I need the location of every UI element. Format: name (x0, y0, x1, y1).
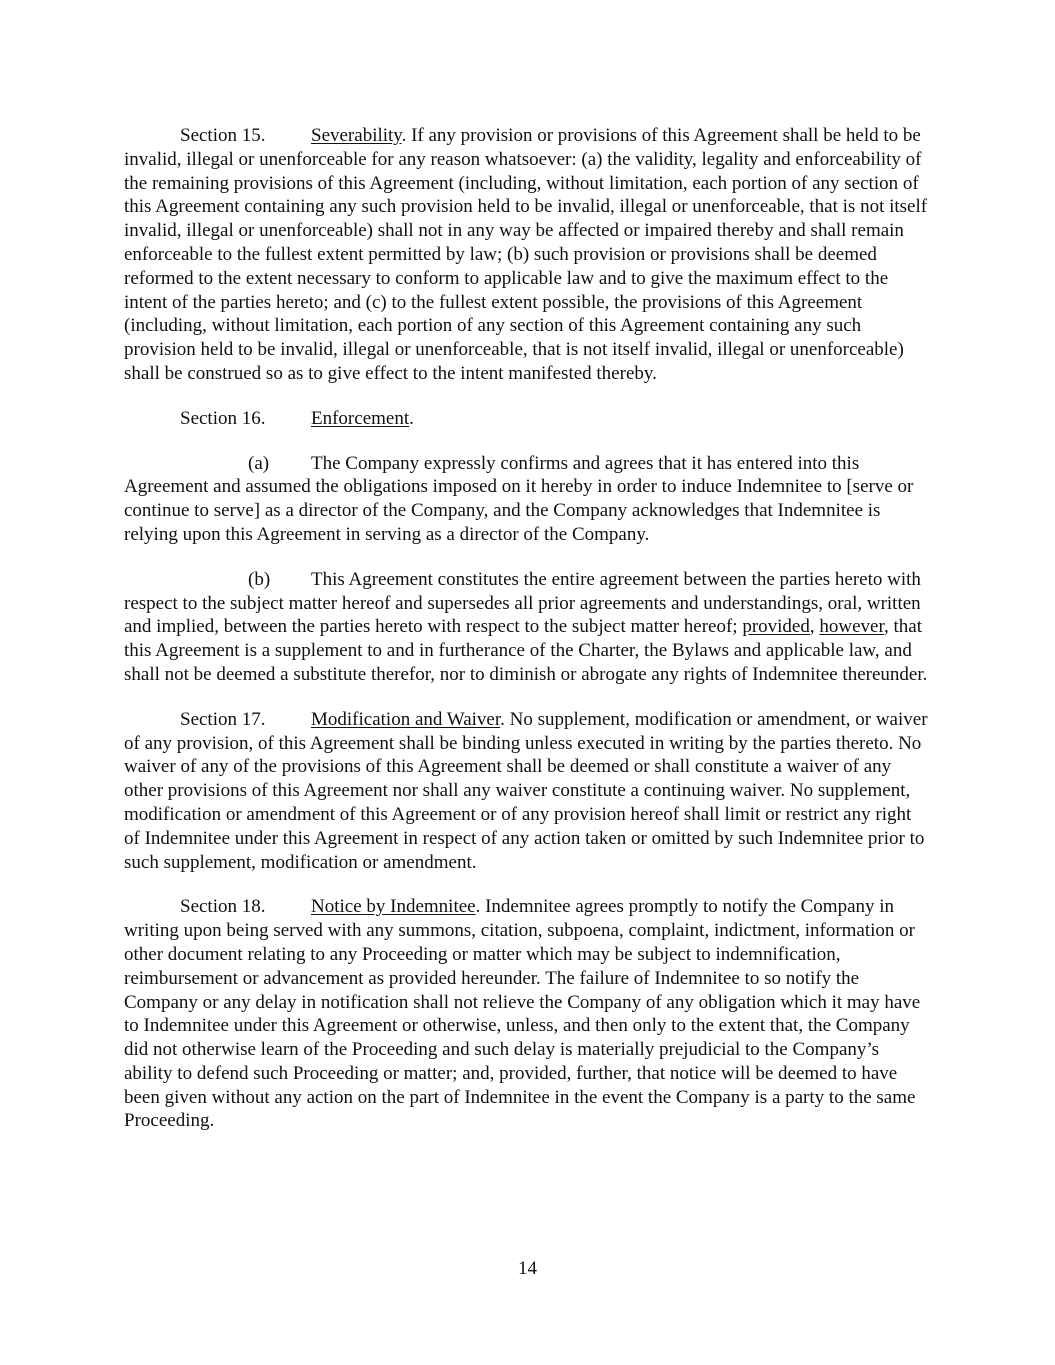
subsection-body-end: , that this Agreement is a supplement to and in furtherance of the Charter, the Bylaws and applicable law, and shall not be deemed a substitute therefor, nor to diminish or abrogate any rights of Indemnitee thereunder. (124, 616, 928, 685)
section-heading: Enforcement (311, 407, 410, 429)
page-number: 14 (518, 1258, 537, 1279)
section-heading: Notice by Indemnitee (311, 896, 476, 918)
document-page (124, 124, 930, 1154)
section-17 (124, 708, 930, 875)
section-heading: Severability (311, 125, 402, 146)
section-body: . If any provision or provisions of this Agreement shall be held to be invalid, illegal or unenforceable for any reason whatsoever: (a) the validity, legality and enforceability of the remaining provisions of this Agreement (including, without limitation, each portion of any section of this Agreement containing any such provision held to be invalid, illegal or unenforceable, that is not itself invalid, illegal or unenforceable) shall not in any way be affected or impaired thereby and shall remain enforceable to the fullest extent permitted by law; (b) such provision or provisions shall be deemed reformed to the extent necessary to conform to applicable law and to give the maximum effect to the intent of the parties hereto; and (c) to the fullest extent possible, the provisions of this Agreement (including, without limitation, each portion of any section of this Agreement containing any such provision held to be invalid, illegal or unenforceable, that is not itself invalid, illegal or unenforceable) shall be construed so as to give effect to the intent manifested thereby. (124, 125, 928, 384)
section-number: Section 16. (180, 407, 266, 429)
section-18 (124, 895, 930, 1133)
section-16 (124, 407, 930, 431)
section-number: Section 17. (180, 708, 266, 730)
subsection-label: (a) (248, 452, 270, 474)
separator: , (809, 616, 820, 638)
section-16-b (124, 568, 930, 687)
subsection-body: The Company expressly confirms and agrees that it has entered into this Agreement and assumed the obligations imposed on it hereby in order to induce Indemnitee to [serve or continue to serve] as a director of the Company, and the Company acknowledges that Indemnitee is relying upon this Agreement in serving as a director of the Company. (124, 452, 914, 545)
subsection-label: (b) (248, 568, 271, 590)
section-number: Section 18. (180, 896, 266, 918)
section-body: . No supplement, modification or amendment, or waiver of any provision, of this Agreement shall be binding unless executed in writing by the parties thereto. No waiver of any of the provisions of this Agreement shall be deemed or shall constitute a waiver of any other provisions of this Agreement nor shall any waiver constitute a continuing waiver. No supplement, modification or amendment of this Agreement or of any provision hereof shall limit or restrict any right of Indemnitee under this Agreement in respect of any action taken or omitted by such Indemnitee prior to such supplement, modification or amendment. (124, 708, 928, 873)
section-heading: Modification and Waiver (311, 708, 501, 730)
section-body: . Indemnitee agrees promptly to notify the Company in writing upon being served with any summons, citation, subpoena, complaint, indictment, information or other document relating to any Proceeding or matter which may be subject to indemnification, reimbursement or advancement as provided hereunder. The failure of Indemnitee to so notify the Company or any delay in notification shall not relieve the Company of any obligation which it may have to Indemnitee under this Agreement or otherwise, unless, and then only to the extent that, the Company did not otherwise learn of the Proceeding and such delay is materially prejudicial to the Company’s ability to defend such Proceeding or matter; and, provided, further, that notice will be deemed to have been given without any action on the part of Indemnitee in the event the Company is a party to the same Proceeding. (124, 896, 921, 1132)
however-term: however (819, 616, 885, 638)
provided-term: provided (742, 616, 810, 638)
subsection-body-start: This Agreement constitutes the entire agreement between the parties hereto with respect to the subject matter hereof and supersedes all prior agreements and understandings, oral, written and implied, between the parties hereto with respect to the subject matter hereof; (124, 568, 921, 638)
section-15 (124, 124, 930, 386)
section-heading-period: . (409, 407, 414, 429)
section-number: Section 15. (180, 125, 266, 146)
section-16-a (124, 452, 930, 547)
